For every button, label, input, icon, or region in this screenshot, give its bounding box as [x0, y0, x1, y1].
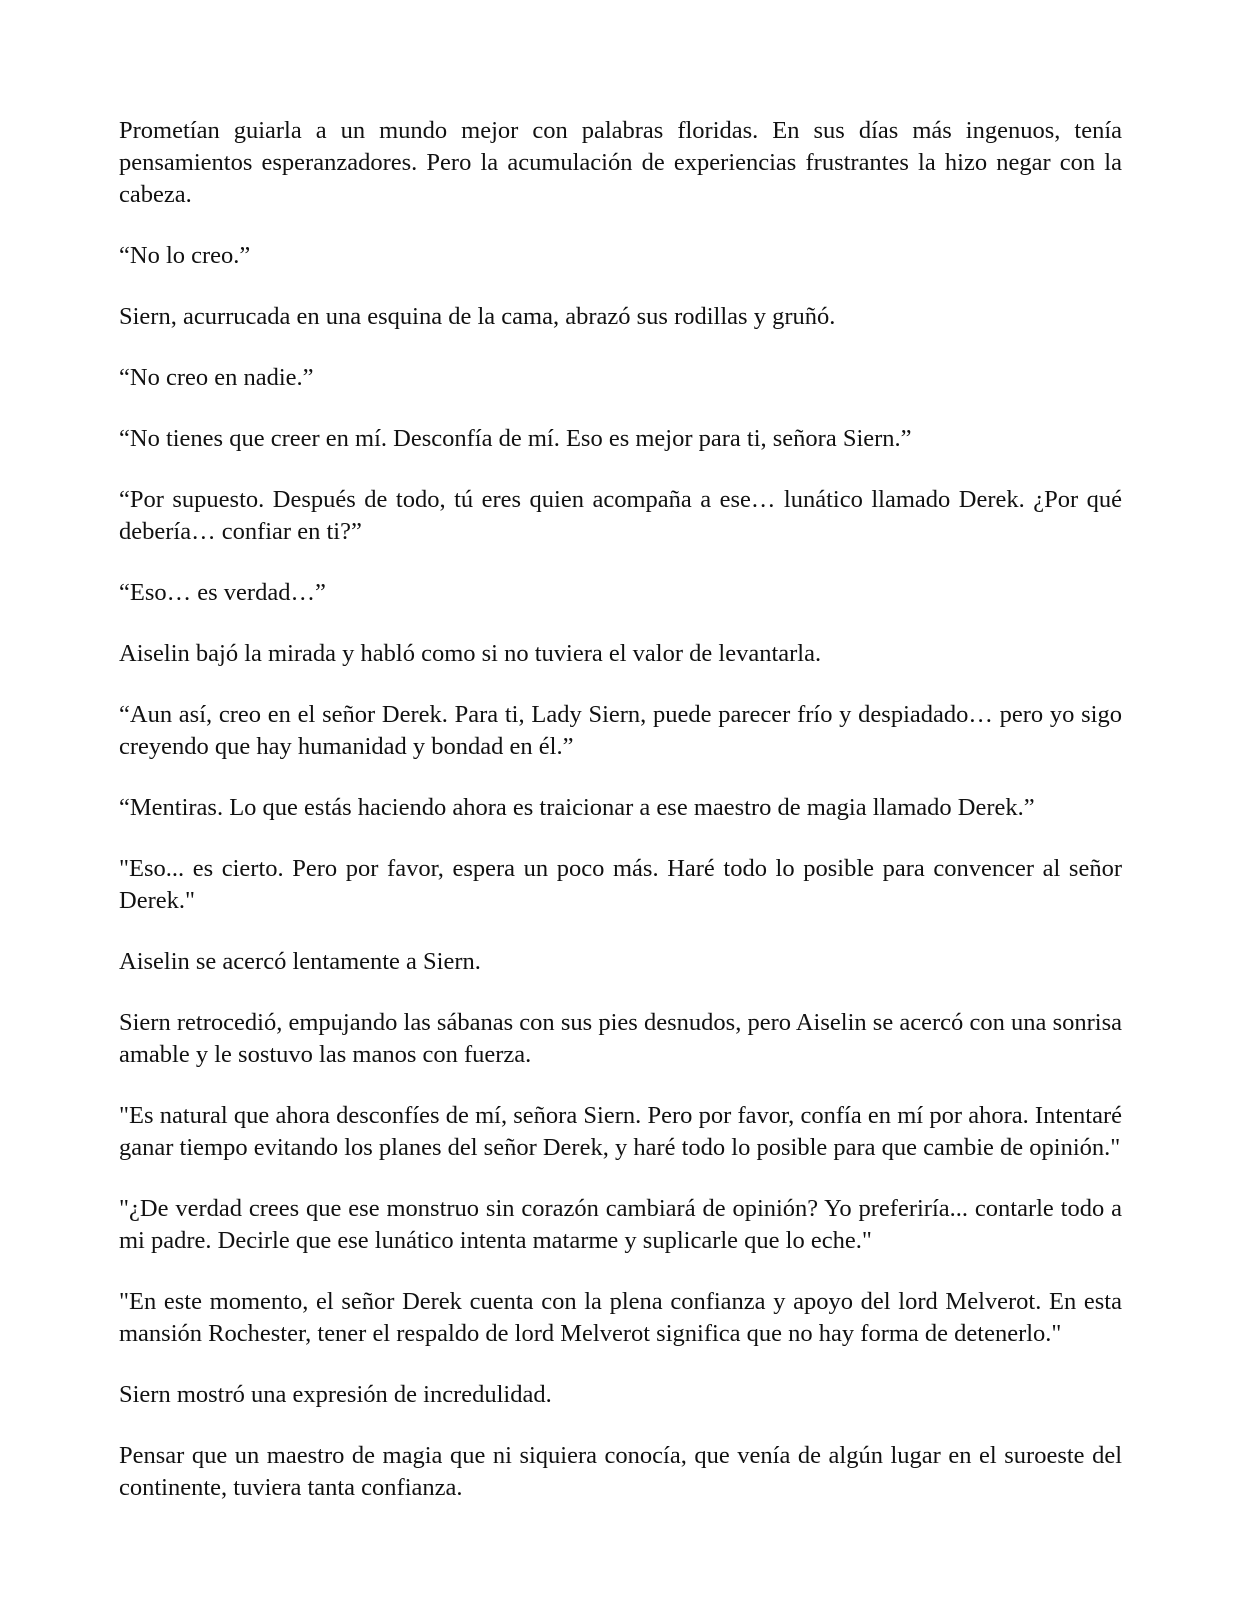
paragraph: “Aun así, creo en el señor Derek. Para ti, Lady Siern, puede parecer frío y despiadado… pero yo sigo creyendo que hay humanidad y bondad en él.” — [119, 701, 1122, 760]
paragraph: Siern, acurrucada en una esquina de la cama, abrazó sus rodillas y gruñó. — [119, 303, 836, 330]
paragraph: "En este momento, el señor Derek cuenta con la plena confianza y apoyo del lord Melverot. En esta mansión Rochester, tener el respaldo de lord Melverot significa que no hay forma de detenerlo." — [119, 1288, 1122, 1347]
paragraph: “Eso… es verdad…” — [119, 579, 326, 606]
paragraph: Siern mostró una expresión de incredulidad. — [119, 1381, 552, 1408]
paragraph: “No creo en nadie.” — [119, 364, 314, 391]
paragraph: “Por supuesto. Después de todo, tú eres quien acompaña a ese… lunático llamado Derek. ¿Por qué debería… confiar en ti?” — [119, 486, 1122, 545]
paragraph: Aiselin se acercó lentamente a Siern. — [119, 948, 481, 975]
paragraph: “Mentiras. Lo que estás haciendo ahora es traicionar a ese maestro de magia llamado Derek.” — [119, 794, 1035, 821]
paragraph: "¿De verdad crees que ese monstruo sin corazón cambiará de opinión? Yo preferiría... contarle todo a mi padre. Decirle que ese lunático intenta matarme y suplicarle que lo eche." — [119, 1195, 1122, 1254]
document-page — [119, 115, 1122, 1533]
paragraph: "Es natural que ahora desconfíes de mí, señora Siern. Pero por favor, confía en mí por ahora. Intentaré ganar tiempo evitando los planes del señor Derek, y haré todo lo posible para que cambie de opinión." — [119, 1102, 1122, 1161]
paragraph: “No tienes que creer en mí. Desconfía de mí. Eso es mejor para ti, señora Siern.” — [119, 425, 912, 452]
paragraph: Siern retrocedió, empujando las sábanas con sus pies desnudos, pero Aiselin se acercó con una sonrisa amable y le sostuvo las manos con fuerza. — [119, 1009, 1122, 1068]
paragraph: “No lo creo.” — [119, 242, 251, 269]
paragraph: Aiselin bajó la mirada y habló como si no tuviera el valor de levantarla. — [119, 640, 822, 667]
paragraph: Pensar que un maestro de magia que ni siquiera conocía, que venía de algún lugar en el suroeste del continente, tuviera tanta confianza. — [119, 1442, 1122, 1501]
paragraph: Prometían guiarla a un mundo mejor con palabras floridas. En sus días más ingenuos, tenía pensamientos esperanzadores. Pero la acumulación de experiencias frustrantes la hizo negar con la cabeza. — [119, 117, 1122, 208]
paragraph: "Eso... es cierto. Pero por favor, espera un poco más. Haré todo lo posible para convencer al señor Derek." — [119, 855, 1122, 914]
